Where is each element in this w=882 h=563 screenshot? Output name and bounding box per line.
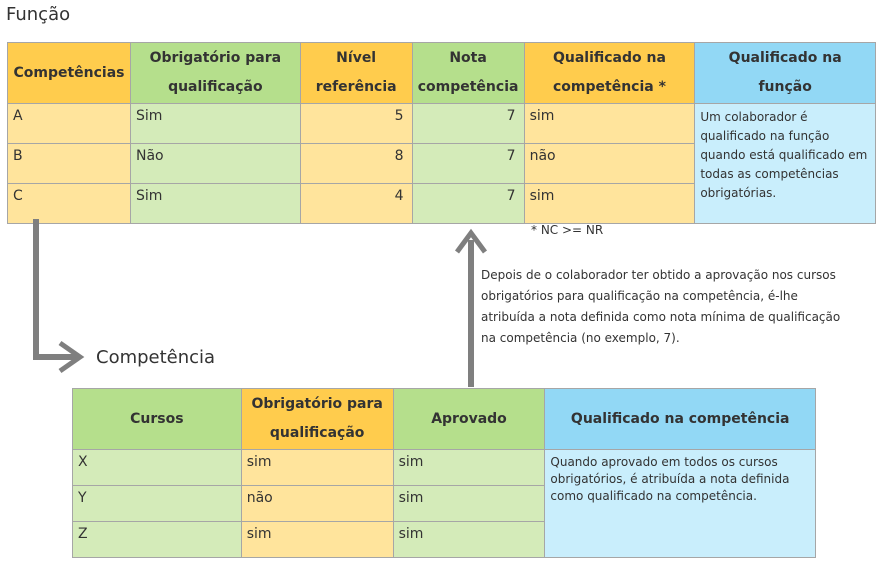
process-description: Depois de o colaborador ter obtido a aprovação nos cursos obrigatórios para qualificação na competência, é-lhe atribuída a nota definida como nota mínima de qualificação na competência (no exemplo, 7). bbox=[481, 268, 841, 345]
cell-nivel: 5 bbox=[300, 104, 412, 144]
cell-nota: 7 bbox=[412, 144, 524, 184]
header-competencias: Competências bbox=[8, 43, 131, 104]
cell-qualificado: sim bbox=[524, 184, 695, 224]
funcao-note: Um colaborador é qualificado na função quando está qualificado em todas as competências obrigatórias. bbox=[695, 104, 876, 224]
cell-competencia: A bbox=[8, 104, 131, 144]
competencia-table bbox=[72, 388, 816, 558]
header-aprovado: Aprovado bbox=[393, 389, 545, 450]
header-obrigatorio: Obrigatório para qualificação bbox=[241, 389, 393, 450]
cell-aprovado: sim bbox=[393, 486, 545, 522]
cell-curso: X bbox=[73, 450, 242, 486]
cell-nivel: 8 bbox=[300, 144, 412, 184]
cell-obrigatorio: sim bbox=[241, 450, 393, 486]
footnote: * NC >= NR bbox=[531, 223, 604, 237]
down-right-arrow bbox=[36, 219, 78, 357]
cell-obrigatorio: Sim bbox=[130, 104, 300, 144]
cell-nivel: 4 bbox=[300, 184, 412, 224]
competencia-note: Quando aprovado em todos os cursos obrigatórios, é atribuída a nota definida como qualificado na competência. bbox=[545, 450, 816, 558]
table-row bbox=[73, 450, 816, 486]
cell-curso: Y bbox=[73, 486, 242, 522]
cell-obrigatorio: Não bbox=[130, 144, 300, 184]
cell-nota: 7 bbox=[412, 184, 524, 224]
header-nota-competencia: Nota competência bbox=[412, 43, 524, 104]
cell-aprovado: sim bbox=[393, 522, 545, 558]
header-cursos: Cursos bbox=[73, 389, 242, 450]
cell-aprovado: sim bbox=[393, 450, 545, 486]
header-qualificado-funcao: Qualificado na função bbox=[695, 43, 876, 104]
header-qualificado-competencia: Qualificado na competência bbox=[545, 389, 816, 450]
funcao-title: Função bbox=[6, 4, 71, 25]
cell-nota: 7 bbox=[412, 104, 524, 144]
cell-qualificado: não bbox=[524, 144, 695, 184]
cell-obrigatorio: sim bbox=[241, 522, 393, 558]
cell-obrigatorio: Sim bbox=[130, 184, 300, 224]
cell-curso: Z bbox=[73, 522, 242, 558]
header-nivel-referencia: Nível referência bbox=[300, 43, 412, 104]
cell-competencia: C bbox=[8, 184, 131, 224]
header-qualificado-competencia: Qualificado na competência * bbox=[524, 43, 695, 104]
cell-obrigatorio: não bbox=[241, 486, 393, 522]
header-obrigatorio: Obrigatório para qualificação bbox=[130, 43, 300, 104]
cell-competencia: B bbox=[8, 144, 131, 184]
competencia-title: Competência bbox=[96, 347, 216, 368]
cell-qualificado: sim bbox=[524, 104, 695, 144]
